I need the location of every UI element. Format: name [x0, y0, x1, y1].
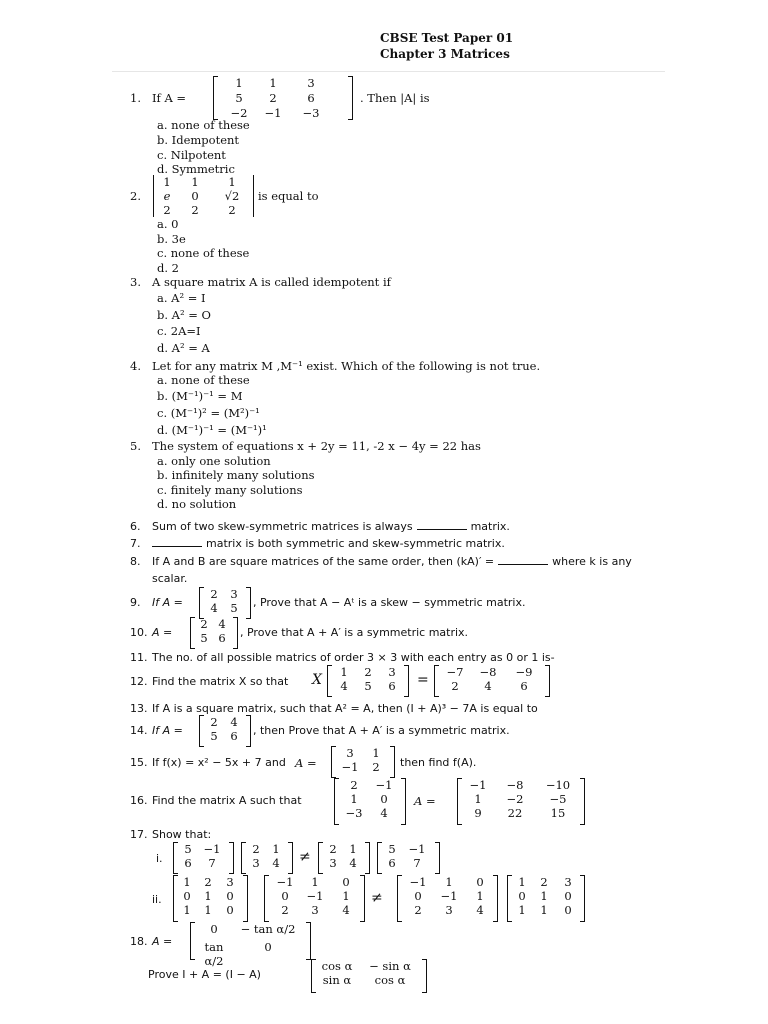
- q17i-matrix-b: [246, 842, 286, 870]
- matrix-entry: 2: [364, 665, 372, 679]
- q5-option-a: a. only one solution: [157, 454, 271, 468]
- q3-option-b: b. A² = O: [157, 308, 211, 322]
- matrix-entry: 15: [550, 806, 566, 820]
- matrix-entry: 1: [518, 903, 526, 917]
- matrix-entry: sin α: [322, 973, 352, 987]
- matrix-entry: 1: [342, 889, 350, 903]
- q2-option-a: a. 0: [157, 217, 179, 231]
- bracket-right: [229, 842, 234, 874]
- matrix-entry: 3: [307, 76, 315, 90]
- q5-option-c: c. finitely many solutions: [157, 483, 303, 497]
- matrix-entry: 6: [388, 679, 396, 693]
- matrix-entry: 0: [191, 189, 199, 203]
- bracket-right: [580, 875, 585, 922]
- q1-matrix: [222, 76, 332, 120]
- question-9: 9. If A =: [130, 596, 183, 609]
- q4-option-b: b. (M⁻¹)⁻¹ = M: [157, 389, 243, 403]
- matrix-entry: 0: [342, 875, 350, 889]
- paper-title: [380, 30, 513, 62]
- matrix-entry: 6: [184, 856, 192, 870]
- matrix-entry: −1: [276, 875, 294, 889]
- matrix-entry: 0: [226, 889, 234, 903]
- matrix-entry: 0: [564, 889, 572, 903]
- matrix-entry: 6: [520, 679, 528, 693]
- matrix-entry: 0: [414, 889, 422, 903]
- not-equal-sign: ≠: [299, 849, 311, 865]
- q4-option-a: a. none of these: [157, 373, 250, 387]
- matrix-entry: 1: [204, 889, 212, 903]
- q1-option-b: b. Idempotent: [157, 133, 240, 147]
- bracket-right: [390, 746, 395, 778]
- q16-matrix-left: [339, 778, 399, 820]
- matrix-entry: 4: [218, 617, 226, 631]
- bracket-right: [246, 587, 251, 619]
- matrix-entry: 2: [269, 91, 277, 105]
- matrix-entry: 5: [184, 842, 192, 856]
- matrix-entry: 7: [208, 856, 216, 870]
- matrix-entry: −1: [440, 889, 458, 903]
- matrix-entry: 1: [372, 746, 380, 760]
- bracket-right: [580, 778, 585, 825]
- matrix-entry: 5: [230, 601, 238, 615]
- matrix-entry: 1: [350, 792, 358, 806]
- matrix-entry: 3: [388, 665, 396, 679]
- matrix-entry: 4: [342, 903, 350, 917]
- question-2: 2.: [130, 189, 141, 203]
- matrix-entry: 4: [380, 806, 388, 820]
- question-18: 18. A =: [130, 935, 173, 948]
- answer-blank: [152, 537, 202, 547]
- matrix-entry: 3: [445, 903, 453, 917]
- matrix-entry: −2: [230, 106, 248, 120]
- matrix-entry: 2: [163, 203, 171, 217]
- question-14: 14. If A =: [130, 724, 183, 737]
- matrix-entry: 6: [230, 729, 238, 743]
- question-8: 8. If A and B are square matrices of the same order, then (kA)′ = where k is any: [130, 555, 632, 568]
- q10-matrix: [195, 617, 231, 645]
- matrix-entry: 2: [191, 203, 199, 217]
- bracket-left: [397, 875, 402, 922]
- matrix-entry: 1: [311, 875, 319, 889]
- chapter-heading: Chapter 3 Matrices: [380, 47, 510, 61]
- matrix-entry: 1: [474, 792, 482, 806]
- header-divider: [112, 71, 665, 72]
- matrix-entry: 5: [235, 91, 243, 105]
- matrix-entry: 2: [210, 715, 218, 729]
- question-13: 13. If A is a square matrix, such that A² = A, then (I + A)³ − 7A is equal to: [130, 702, 538, 715]
- bracket-right: [404, 665, 409, 697]
- matrix-entry: −1: [203, 842, 221, 856]
- matrix-entry: 2: [329, 842, 337, 856]
- question-3: 3. A square matrix A is called idempotent if: [130, 275, 391, 289]
- matrix-entry: 5: [364, 679, 372, 693]
- q10-tail: , Prove that A + A′ is a symmetric matrix.: [240, 626, 469, 639]
- matrix-entry: 2: [350, 778, 358, 792]
- bracket-right: [243, 875, 248, 922]
- question-15: 15. If f(x) = x² − 5x + 7 and: [130, 756, 286, 769]
- matrix-entry: −3: [302, 106, 320, 120]
- matrix-entry: 2: [200, 617, 208, 631]
- q15-lhs: A =: [295, 756, 317, 770]
- paper-heading: CBSE Test Paper 01: [380, 31, 514, 45]
- q18-rotation-matrix: [315, 959, 421, 987]
- answer-blank: [498, 555, 548, 565]
- matrix-entry: 1: [191, 175, 199, 189]
- q5-option-d: d. no solution: [157, 497, 237, 511]
- bracket-right: [401, 778, 406, 825]
- matrix-entry: 3: [346, 746, 354, 760]
- matrix-entry: −1: [264, 106, 282, 120]
- matrix-entry: 4: [210, 601, 218, 615]
- matrix-entry: 4: [340, 679, 348, 693]
- q18-matrix: [195, 922, 303, 968]
- matrix-entry: 4: [230, 715, 238, 729]
- matrix-entry: −9: [515, 665, 533, 679]
- matrix-entry: 6: [388, 856, 396, 870]
- matrix-entry: 1: [163, 175, 171, 189]
- matrix-entry: 1: [204, 903, 212, 917]
- matrix-entry: −2: [506, 792, 524, 806]
- matrix-entry: 1: [540, 889, 548, 903]
- q14-matrix: [204, 715, 244, 743]
- matrix-entry: 4: [349, 856, 357, 870]
- q17ii-matrix-d: [512, 875, 580, 917]
- matrix-entry: − sin α: [369, 959, 411, 973]
- determinant-bar-right: [253, 175, 254, 217]
- matrix-entry: −5: [549, 792, 567, 806]
- matrix-entry: 0: [564, 903, 572, 917]
- matrix-entry: 6: [307, 91, 315, 105]
- matrix-entry: − tan α/2: [240, 922, 296, 936]
- matrix-entry: 3: [230, 587, 238, 601]
- matrix-entry: −1: [306, 889, 324, 903]
- matrix-entry: −1: [469, 778, 487, 792]
- bracket-right: [435, 842, 440, 874]
- matrix-entry: 3: [564, 875, 572, 889]
- q17i-matrix-c: [323, 842, 363, 870]
- matrix-entry: 2: [252, 842, 260, 856]
- matrix-entry: cos α: [374, 973, 406, 987]
- question-16: 16. Find the matrix A such that: [130, 794, 302, 807]
- matrix-entry: −10: [545, 778, 571, 792]
- q17ii-matrix-b: [270, 875, 362, 917]
- matrix-entry: 1: [476, 889, 484, 903]
- q3-option-a: a. A² = I: [157, 291, 206, 305]
- matrix-entry: 9: [474, 806, 482, 820]
- matrix-entry: 1: [228, 175, 236, 189]
- bracket-right: [360, 875, 365, 922]
- matrix-entry: 1: [272, 842, 280, 856]
- matrix-entry: 1: [445, 875, 453, 889]
- matrix-entry: 2: [281, 903, 289, 917]
- q17ii-matrix-a: [177, 875, 241, 917]
- q9-tail: , Prove that A − Aᵗ is a skew − symmetric matrix.: [253, 596, 526, 609]
- q17ii-matrix-c: [403, 875, 495, 917]
- matrix-entry: −1: [375, 778, 393, 792]
- matrix-entry: −1: [409, 875, 427, 889]
- q12-matrix-left: [332, 665, 404, 693]
- question-5: 5. The system of equations x + 2y = 11, -2 x − 4y = 22 has: [130, 439, 481, 453]
- q17-part-i: i.: [156, 852, 163, 865]
- q2-option-c: c. none of these: [157, 246, 250, 260]
- matrix-entry: 1: [183, 875, 191, 889]
- matrix-entry: 0: [183, 889, 191, 903]
- bracket-left: [264, 875, 269, 922]
- matrix-entry: 2: [210, 587, 218, 601]
- matrix-entry: e: [163, 189, 171, 203]
- matrix-entry: 5: [388, 842, 396, 856]
- question-11: 11. The no. of all possible matrics of order 3 × 3 with each entry as 0 or 1 is-: [130, 651, 555, 664]
- q2-determinant: [156, 175, 252, 217]
- q16-equals: A =: [414, 794, 436, 808]
- matrix-entry: 4: [476, 903, 484, 917]
- matrix-entry: 2: [372, 760, 380, 774]
- question-7: 7. matrix is both symmetric and skew-symmetric matrix.: [130, 537, 505, 550]
- q5-option-b: b. infinitely many solutions: [157, 468, 315, 482]
- matrix-entry: cos α: [321, 959, 353, 973]
- q1-option-a: a. none of these: [157, 118, 250, 132]
- q15-matrix: [336, 746, 388, 774]
- matrix-entry: 3: [252, 856, 260, 870]
- q12-matrix-right: [440, 665, 542, 693]
- bracket-right: [348, 76, 353, 120]
- matrix-entry: 4: [272, 856, 280, 870]
- bracket-right: [422, 959, 427, 993]
- matrix-entry: 0: [380, 792, 388, 806]
- equals-sign: =: [417, 672, 429, 688]
- determinant-bar-left: [153, 175, 154, 217]
- q16-matrix-right: [462, 778, 580, 820]
- q17-part-ii: ii.: [152, 893, 162, 906]
- matrix-entry: −7: [446, 665, 464, 679]
- question-12: 12. Find the matrix X so that: [130, 675, 289, 688]
- matrix-entry: 1: [269, 76, 277, 90]
- matrix-entry: 6: [218, 631, 226, 645]
- matrix-entry: −1: [341, 760, 359, 774]
- bracket-right: [545, 665, 550, 697]
- q3-option-c: c. 2A=I: [157, 324, 201, 338]
- matrix-entry: −3: [345, 806, 363, 820]
- q15-tail: then find f(A).: [400, 756, 477, 769]
- q1-option-d: d. Symmetric: [157, 162, 235, 176]
- bracket-left: [213, 76, 218, 120]
- question-6: 6. Sum of two skew-symmetric matrices is always matrix.: [130, 520, 510, 533]
- q4-option-d: d. (M⁻¹)⁻¹ = (M⁻¹)¹: [157, 423, 267, 437]
- matrix-entry: 3: [226, 875, 234, 889]
- matrix-entry: 3: [311, 903, 319, 917]
- q1-option-c: c. Nilpotent: [157, 148, 226, 162]
- matrix-entry: 0: [476, 875, 484, 889]
- matrix-entry: 22: [507, 806, 523, 820]
- matrix-entry: 5: [200, 631, 208, 645]
- matrix-entry: 1: [183, 903, 191, 917]
- bracket-right: [246, 715, 251, 747]
- matrix-entry: 1: [518, 875, 526, 889]
- matrix-entry: 2: [414, 903, 422, 917]
- q18-prove-statement: Prove I + A = (I − A): [148, 968, 261, 981]
- q4-option-c: c. (M⁻¹)² = (M²)⁻¹: [157, 406, 260, 420]
- q1-tail: . Then |A| is: [360, 91, 430, 105]
- matrix-entry: 1: [235, 76, 243, 90]
- matrix-entry: 2: [451, 679, 459, 693]
- q3-option-d: d. A² = A: [157, 341, 210, 355]
- q2-option-d: d. 2: [157, 261, 179, 275]
- matrix-entry: 0: [210, 922, 218, 936]
- matrix-entry: 2: [228, 203, 236, 217]
- bracket-right: [365, 842, 370, 874]
- answer-blank: [417, 520, 467, 530]
- matrix-entry: 7: [413, 856, 421, 870]
- q17i-matrix-a: [178, 842, 226, 870]
- question-17: 17. Show that:: [130, 828, 212, 841]
- matrix-entry: tan α/2: [204, 940, 224, 968]
- matrix-entry: 4: [484, 679, 492, 693]
- matrix-entry: 0: [264, 940, 272, 954]
- matrix-entry: 1: [540, 903, 548, 917]
- q17i-matrix-d: [382, 842, 432, 870]
- matrix-entry: −1: [408, 842, 426, 856]
- bracket-left: [434, 665, 439, 697]
- matrix-entry: 1: [340, 665, 348, 679]
- matrix-entry: 0: [518, 889, 526, 903]
- matrix-entry: 0: [226, 903, 234, 917]
- matrix-entry: 3: [329, 856, 337, 870]
- q9-matrix: [204, 587, 244, 615]
- not-equal-sign: ≠: [371, 890, 383, 906]
- question-1: 1. If A =: [130, 91, 187, 105]
- q14-tail: , then Prove that A + A′ is a symmetric matrix.: [253, 724, 510, 737]
- matrix-entry: 2: [204, 875, 212, 889]
- q2-option-b: b. 3e: [157, 232, 186, 246]
- bracket-right: [288, 842, 293, 874]
- question-4: 4. Let for any matrix M ,M⁻¹ exist. Which of the following is not true.: [130, 359, 541, 373]
- matrix-entry: −8: [479, 665, 497, 679]
- q2-tail: is equal to: [258, 189, 319, 203]
- q12-unknown-x: X: [312, 672, 322, 688]
- matrix-entry: 5: [210, 729, 218, 743]
- bracket-right: [233, 617, 238, 649]
- matrix-entry: 0: [281, 889, 289, 903]
- matrix-entry: −8: [506, 778, 524, 792]
- matrix-entry: 2: [540, 875, 548, 889]
- matrix-entry: √2: [224, 189, 240, 203]
- bracket-right: [306, 922, 311, 960]
- question-10: 10. A =: [130, 626, 173, 639]
- matrix-entry: 1: [349, 842, 357, 856]
- bracket-right: [493, 875, 498, 922]
- q8-continuation: scalar.: [152, 572, 188, 585]
